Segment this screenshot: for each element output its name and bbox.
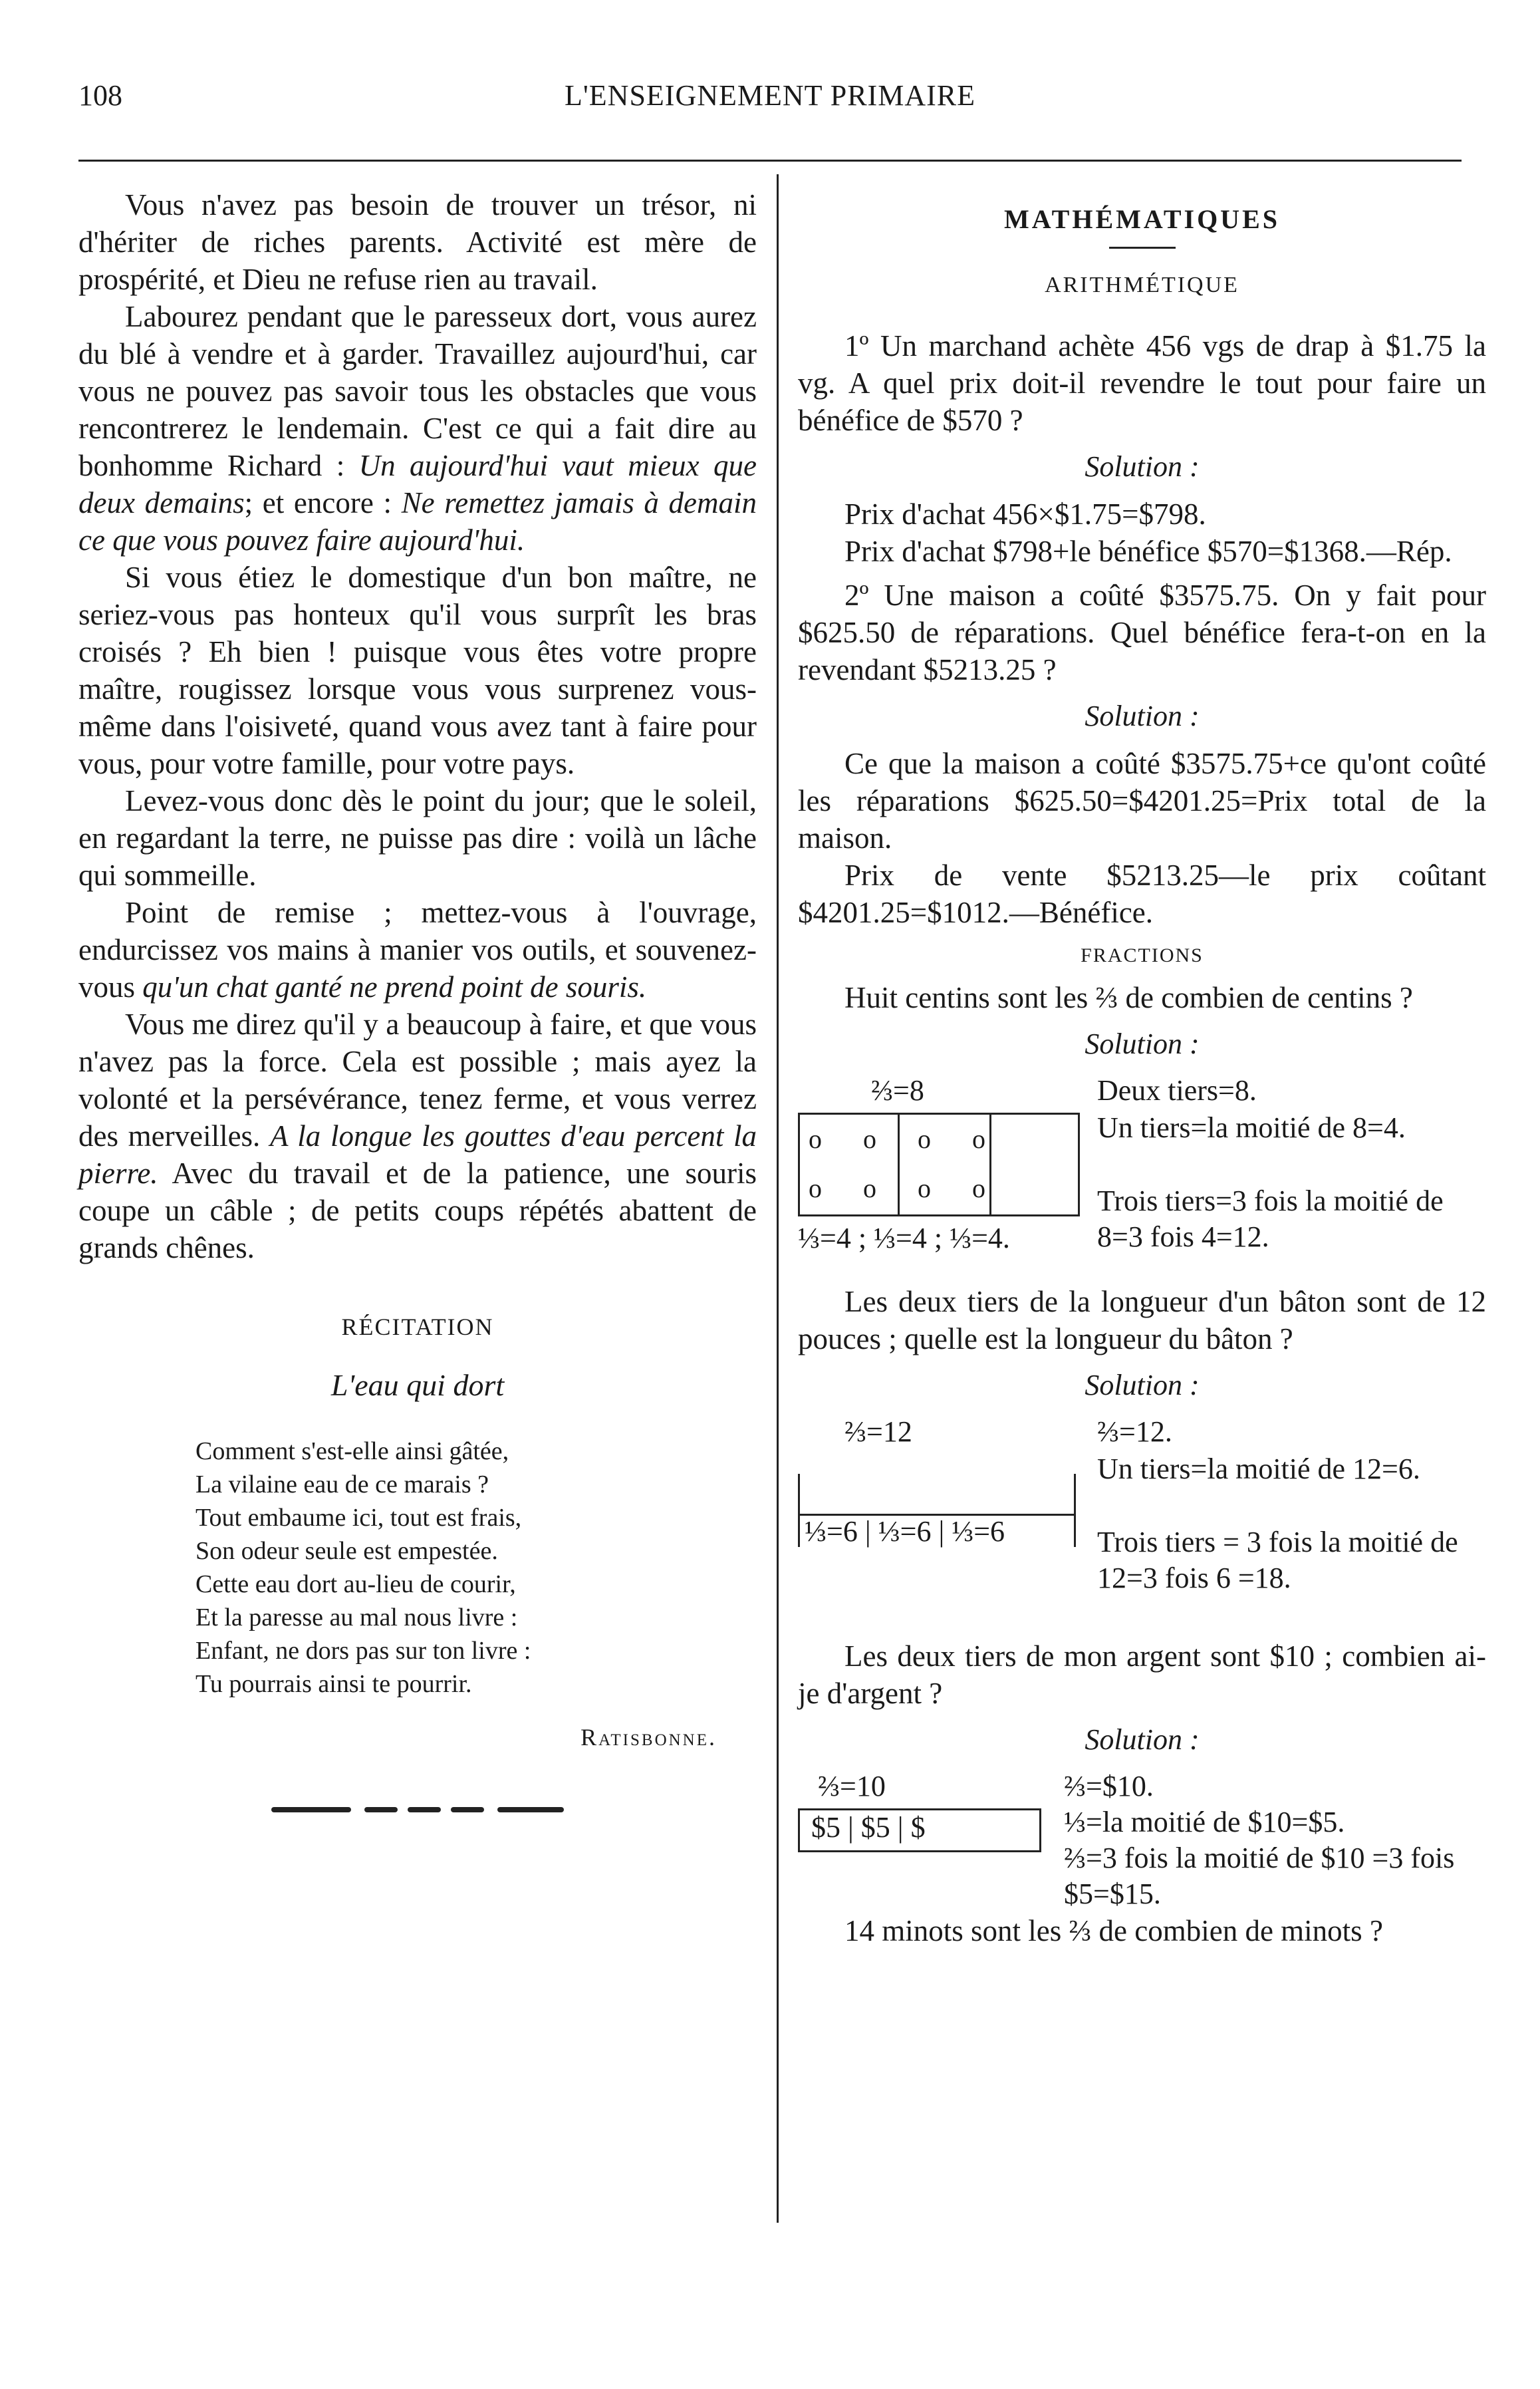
- section-title: RÉCITATION: [341, 1314, 494, 1340]
- problem: 14 minots sont les ⅔ de combien de minots ?: [844, 1914, 1383, 1947]
- figure-cells: o o o o: [809, 1173, 1003, 1203]
- paragraph: Si vous étiez le domestique d'un bon maître, ne seriez-vous pas honteux qu'il vous surprît les bras croisés ? Eh bien ! puisque vous êtes votre propre maître, rougissez lorsque vous vous surprenez vous-même dans l'oisiveté, quand vous avez tant à faire pour vous, pour votre famille, pour votre pays.: [78, 561, 757, 780]
- poem-line: Enfant, ne dors pas sur ton livre :: [195, 1637, 531, 1665]
- quote: Ne remettez jamais à demain ce que vous pouvez faire aujourd'hui.: [78, 486, 757, 557]
- solution-heading: Solution :: [1085, 1028, 1200, 1060]
- page-number: 108: [78, 79, 122, 112]
- figure-label: ⅔=10: [818, 1770, 886, 1802]
- left-column: [78, 186, 757, 1815]
- paragraph: Labourez pendant que le paresseux dort, vous aurez du blé à vendre et à garder. Travaillez aujourd'hui, car vous ne pouvez pas savoir tous les obstacles que vous rencontrerez le lendemain. C'est ce qui a fait dire au bonhomme Richard : Un aujourd'hui vaut mieux que deux demains; et encore : Ne remettez jamais à demain ce que vous pouvez faire aujourd'hui.: [78, 300, 757, 557]
- figure-explanation: ⅓=la moitié de $10=$5.: [1064, 1806, 1345, 1838]
- poem-line: Comment s'est-elle ainsi gâtée,: [195, 1437, 509, 1465]
- poem-line: Son odeur seule est empestée.: [195, 1537, 498, 1565]
- figure-explanation: Deux tiers=8.: [1097, 1074, 1257, 1107]
- right-column: [798, 186, 1486, 1949]
- figure-explanation: ⅔=12.: [1097, 1415, 1172, 1448]
- fraction-figure: [798, 1073, 1486, 1272]
- problem: Les deux tiers de la longueur d'un bâton sont de 12 pouces ; quelle est la longueur du bâton ?: [798, 1285, 1486, 1355]
- poem-line: Tout embaume ici, tout est frais,: [195, 1504, 522, 1532]
- problem: Huit centins sont les ⅔ de combien de centins ?: [844, 981, 1413, 1014]
- fraction-figure: [798, 1414, 1486, 1627]
- poem-line: Cette eau dort au-lieu de courir,: [195, 1570, 516, 1598]
- paragraph: Vous me direz qu'il y a beaucoup à faire, et que vous n'avez pas la force. Cela est possible ; mais ayez la volonté et la persévérance, tenez ferme, et vous verrez des merveilles. A la longue les gouttes d'eau percent la pierre. Avec du travail et de la patience, une souris coupe un câble ; de petits coups répétés abattent de grands chênes.: [78, 1008, 757, 1264]
- figure-divider: [1074, 1474, 1076, 1547]
- problem: 2º Une maison a coûté $3575.75. On y fait pour $625.50 de réparations. Quel bénéfice fera-t-on en la revendant $5213.25 ?: [798, 579, 1486, 686]
- section-subtitle: ARITHMÉTIQUE: [1045, 273, 1239, 297]
- problem: 1º Un marchand achète 456 vgs de drap à $1.75 la vg. A quel prix doit-il revendre le tout pour faire un bénéfice de $570 ?: [798, 329, 1486, 437]
- solution-line: Prix d'achat $798+le bénéfice $570=$1368.—Rép.: [844, 535, 1452, 568]
- solution-heading: Solution :: [1085, 1723, 1200, 1756]
- figure-label: ⅔=8: [871, 1074, 924, 1107]
- subsection-title: FRACTIONS: [1081, 944, 1204, 966]
- quote: Un aujourd'hui vaut mieux que deux demains: [78, 449, 757, 519]
- header-rule: [78, 160, 1462, 162]
- paragraph: Point de remise ; mettez-vous à l'ouvrage, endurcissez vos mains à manier vos outils, et souvenez-vous qu'un chat ganté ne prend point de souris.: [78, 896, 757, 1004]
- quote: A la longue les gouttes d'eau percent la pierre.: [78, 1119, 757, 1190]
- figure-explanation: Un tiers=la moitié de 8=4.: [1097, 1111, 1406, 1144]
- paragraph: Vous n'avez pas besoin de trouver un trésor, ni d'hériter de riches parents. Activité est mère de prospérité, et Dieu ne refuse rien au travail.: [78, 188, 757, 296]
- solution-heading: Solution :: [1085, 1369, 1200, 1401]
- fraction-figure: [798, 1768, 1486, 1910]
- figure-caption: ⅓=6 | ⅓=6 | ⅓=6: [805, 1515, 1005, 1548]
- figure-explanation: ⅔=3 fois la moitié de $10 =3 fois $5=$15.: [1064, 1842, 1455, 1910]
- solution-heading: Solution :: [1085, 700, 1200, 732]
- poem-line: Tu pourrais ainsi te pourrir.: [195, 1670, 472, 1698]
- figure-explanation: Trois tiers = 3 fois la moitié de 12=3 fois 6 =18.: [1097, 1526, 1458, 1594]
- divider: [1109, 247, 1176, 249]
- poem-title: L'eau qui dort: [330, 1368, 505, 1402]
- figure-label: ⅔=12: [844, 1415, 912, 1448]
- solution-line: Ce que la maison a coûté $3575.75+ce qu'ont coûté les réparations $625.50=$4201.25=Prix total de la maison.: [798, 747, 1486, 855]
- figure-cells: o o o o: [809, 1124, 1003, 1154]
- section-title: MATHÉMATIQUES: [1004, 204, 1280, 234]
- running-title: L'ENSEIGNEMENT PRIMAIRE: [565, 79, 975, 112]
- figure-explanation: ⅔=$10.: [1064, 1770, 1154, 1802]
- solution-line: Prix de vente $5213.25—le prix coûtant $4201.25=$1012.—Bénéfice.: [798, 859, 1486, 929]
- quote: qu'un chat ganté ne prend point de souris.: [142, 970, 647, 1004]
- poem-line: La vilaine eau de ce marais ?: [195, 1471, 489, 1498]
- figure-divider: [798, 1474, 800, 1547]
- end-ornament: [271, 1804, 564, 1815]
- problem: Les deux tiers de mon argent sont $10 ; combien ai-je d'argent ?: [798, 1639, 1486, 1710]
- paragraph: Levez-vous donc dès le point du jour; que le soleil, en regardant la terre, ne puisse pas dire : voilà un lâche qui sommeille.: [78, 784, 757, 892]
- solution-line: Prix d'achat 456×$1.75=$798.: [844, 497, 1206, 531]
- figure-explanation: Un tiers=la moitié de 12=6.: [1097, 1453, 1420, 1485]
- figure-explanation: Trois tiers=3 fois la moitié de 8=3 fois 4=12.: [1097, 1185, 1444, 1253]
- poem-line: Et la paresse au mal nous livre :: [195, 1604, 518, 1631]
- figure-cells: $5 | $5 | $: [811, 1811, 926, 1844]
- poem-author: Ratisbonne.: [580, 1724, 717, 1751]
- figure-caption: ⅓=4 ; ⅓=4 ; ⅓=4.: [798, 1222, 1010, 1254]
- page-header: [78, 78, 1462, 132]
- poem: [195, 1435, 757, 1701]
- column-divider: [777, 174, 779, 2223]
- solution-heading: Solution :: [1085, 450, 1200, 483]
